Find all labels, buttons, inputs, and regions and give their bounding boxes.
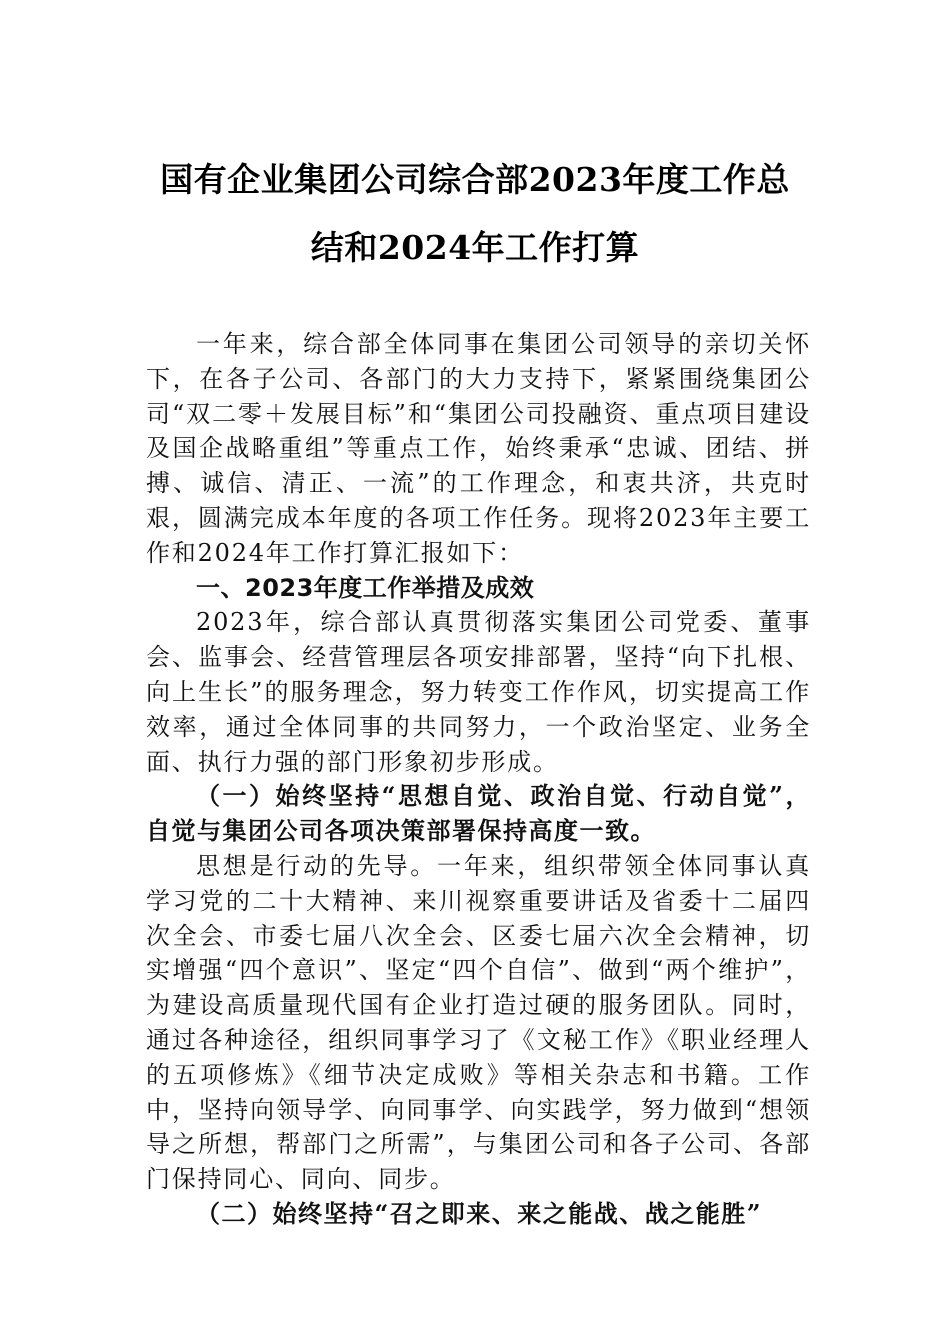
sub-1-paragraph: 思想是行动的先导。一年来，组织带领全体同事认真学习党的二十大精神、来川视察重要讲话及省委十二届四次全会、市委七届八次全会、区委七届六次全会精神，切实增强“四个意识”、坚定“四个自信”、做到“两个维护”，为建设高质量现代国有企业打造过硬的服务团队。同时，通过各种途径，组织同事学习了《文秘工作》《职业经理人的五项修炼》《细节决定成败》等相关杂志和书籍。工作中，坚持向领导学、向同事学、向实践学，努力做到“想领导之所想，帮部门之所需”，与集团公司和各子公司、各部门保持同心、同向、同步。 <box>146 851 811 1194</box>
section-1-paragraph: 2023年，综合部认真贯彻落实集团公司党委、董事会、监事会、经营管理层各项安排部署，坚持“向下扎根、向上生长”的服务理念，努力转变工作作风，切实提高工作效率，通过全体同事的共同努力，一个政治坚定、业务全面、执行力强的部门形象初步形成。 <box>146 608 811 776</box>
document-body <box>146 327 811 1232</box>
sub-heading-2: （二）始终坚持“召之即来、来之能战、战之能胜” <box>196 1198 763 1228</box>
document-title <box>120 160 830 268</box>
intro-paragraph: 一年来，综合部全体同事在集团公司领导的亲切关怀下，在各子公司、各部门的大力支持下，紧紧围绕集团公司“双二零＋发展目标”和“集团公司投融资、重点项目建设及国企战略重组”等重点工作，始终秉承“忠诚、团结、拼搏、诚信、清正、一流”的工作理念，和衷共济，共克时艰，圆满完成本年度的各项工作任务。现将2023年主要工作和2024年工作打算汇报如下： <box>146 330 811 567</box>
title-line-2: 结和2024年工作打算 <box>310 228 640 267</box>
sub-heading-1: （一）始终坚持“思想自觉、政治自觉、行动自觉”，自觉与集团公司各项决策部署保持高度一致。 <box>146 781 811 846</box>
title-line-1: 国有企业集团公司综合部2023年度工作总 <box>160 160 790 199</box>
section-heading-1: 一、2023年度工作举措及成效 <box>196 573 535 602</box>
